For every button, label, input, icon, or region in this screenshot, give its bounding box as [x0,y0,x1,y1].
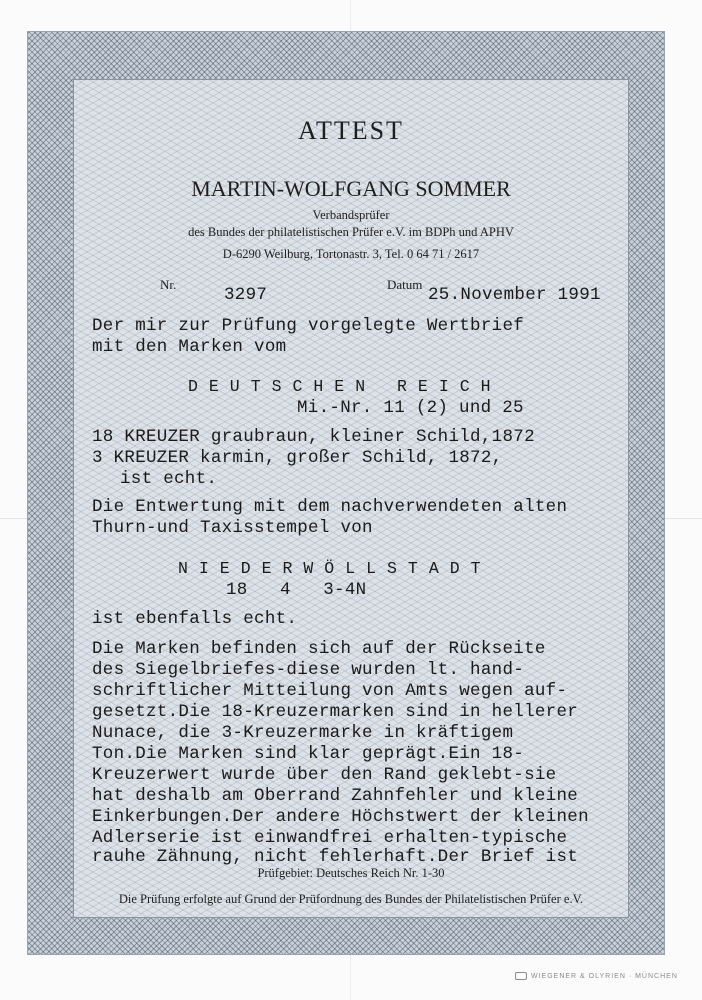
description-line: Kreuzerwert wurde über den Rand geklebt-sie [92,765,557,785]
cancel-line: Thurn-und Taxisstempel von [92,518,373,538]
printer-name: WIEGENER & OLYRIEN · MÜNCHEN [531,972,678,980]
cancel-place: NIEDERWÖLLSTADT [178,559,492,578]
certificate-number: 3297 [224,285,268,305]
expert-role: Verbandsprüfer [312,208,390,222]
number-label: Nr. [160,277,177,292]
description-line: Die Marken befinden sich auf der Rückseite [92,639,546,659]
description-line: Adlerserie ist einwandfrei erhalten-typische [92,828,568,848]
printer-logo-icon [515,972,527,980]
intro-line: Der mir zur Prüfung vorgelegte Wertbrief [92,316,525,336]
expert-association: des Bundes der philatelistischen Prüfer e.V. im BDPh und APHV [188,225,514,239]
cancel-verdict: ist ebenfalls echt. [92,609,298,629]
description-line: schriftlicher Mitteilung von Amts wegen auf- [92,681,568,701]
examination-basis: Die Prüfung erfolgte auf Grund der Prüfordnung des Bundes der Philatelistischen Prüfer e.V. [118,892,584,906]
expert-name: MARTIN-WOLFGANG SOMMER [191,176,511,201]
description-line: Einkerbungen.Der andere Höchstwert der kleinen [92,807,589,827]
expert-address: D-6290 Weilburg, Tortonastr. 3, Tel. 0 64 71 / 2617 [222,247,480,261]
issuer: DEUTSCHEN REICH [188,377,502,396]
cancel-line: Die Entwertung mit dem nachverwendeten alten [92,497,568,517]
description-line: hat deshalb am Oberrand Zahnfehler und kleine [92,786,579,806]
stamp-line: 3 KREUZER karmin, großer Schild, 1872, [92,448,503,468]
certificate-title: ATTEST [298,116,404,145]
printer-imprint [515,972,678,980]
date-label: Datum [387,277,423,292]
intro-line: mit den Marken vom [92,337,287,357]
certificate-date: 25.November 1991 [428,285,601,305]
cancel-date: 18 4 3-4N [226,580,367,600]
description-line: rauhe Zähnung, nicht fehlerhaft.Der Brief ist [92,847,579,867]
description-line: Nunace, die 3-Kreuzermarke in kräftigem [92,723,514,743]
description-line: Ton.Die Marken sind klar geprägt.Ein 18- [92,744,525,764]
stamp-line: 18 KREUZER graubraun, kleiner Schild,1872 [92,427,535,447]
catalog-numbers: Mi.-Nr. 11 (2) und 25 [297,398,524,418]
description-line: gesetzt.Die 18-Kreuzermarken sind in hellerer [92,702,579,722]
stamp-verdict: ist echt. [120,469,218,489]
examination-area: Prüfgebiet: Deutsches Reich Nr. 1-30 [257,866,445,880]
description-line: des Siegelbriefes-diese wurden lt. hand- [92,660,525,680]
